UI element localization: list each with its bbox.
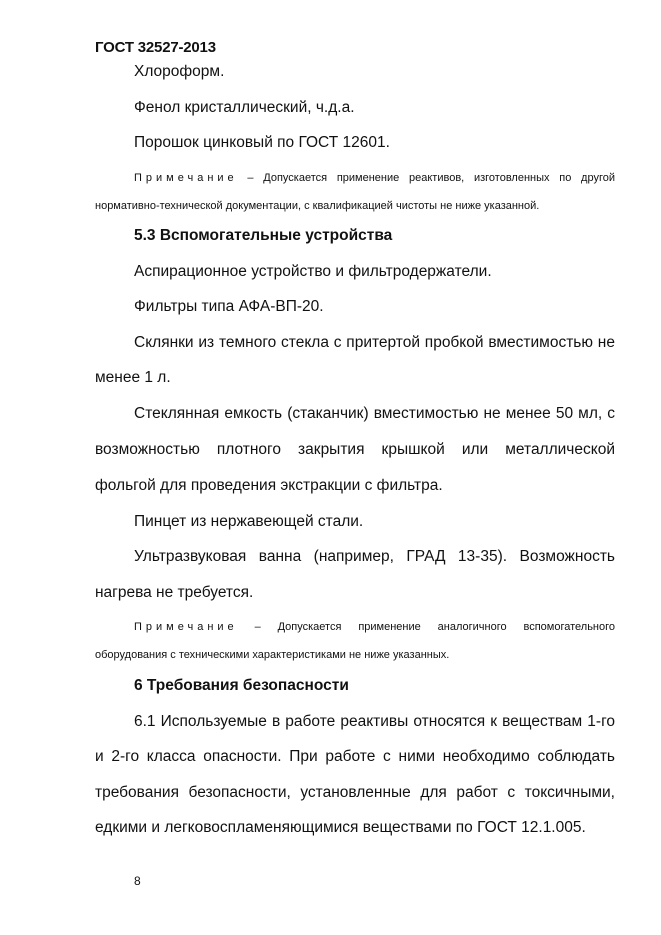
glass-line1: Стеклянная емкость (стаканчик) вместимостью не менее 50 мл, с <box>134 405 615 422</box>
section-5-3-title: 5.3 Вспомогательные устройства <box>134 227 393 244</box>
section-6-1-line1: 6.1 Используемые в работе реактивы относятся к веществам 1-го <box>134 713 615 730</box>
section-6-1-line4: едкими и легковоспламеняющимися веществами по ГОСТ 12.1.005. <box>95 819 586 836</box>
document-header: ГОСТ 32527-2013 <box>95 39 216 56</box>
reagent-phenol: Фенол кристаллический, ч.д.а. <box>134 99 355 116</box>
reagent-zinc: Порошок цинковый по ГОСТ 12601. <box>134 134 390 151</box>
glass-line3: фольгой для проведения экстракции с фильтра. <box>95 477 443 494</box>
reagent-chloroform: Хлороформ. <box>134 63 225 80</box>
note1-line2: нормативно-технической документации, с квалификацией чистоты не ниже указанной. <box>95 200 540 212</box>
bath-line2: нагрева не требуется. <box>95 584 254 601</box>
page-number: 8 <box>134 874 141 888</box>
note1-label: Примечание <box>134 172 238 184</box>
note1-text: – Допускается применение реактивов, изготовленных по другой <box>247 172 616 184</box>
glass-line2: возможностью плотного закрытия крышкой или металлической <box>95 441 615 458</box>
note1-line1 <box>134 171 615 185</box>
note2-line1 <box>134 620 615 634</box>
vials-line2: менее 1 л. <box>95 369 171 386</box>
aspiration-device: Аспирационное устройство и фильтродержатели. <box>134 263 492 280</box>
section-6-1-line2: и 2-го класса опасности. При работе с ними необходимо соблюдать <box>95 748 615 765</box>
note2-label: Примечание <box>134 621 238 633</box>
tweezers: Пинцет из нержавеющей стали. <box>134 513 364 530</box>
filters-type: Фильтры типа АФА-ВП-20. <box>134 298 324 315</box>
section-6-title: 6 Требования безопасности <box>134 677 349 694</box>
vials-line1: Склянки из темного стекла с притертой пробкой вместимостью не <box>134 334 615 351</box>
bath-line1: Ультразвуковая ванна (например, ГРАД 13-35). Возможность <box>134 548 615 565</box>
note2-text: – Допускается применение аналогичного вспомогательного <box>254 621 615 633</box>
note2-line2: оборудования с техническими характеристиками не ниже указанных. <box>95 649 450 661</box>
section-6-1-line3: требования безопасности, установленные для работ с токсичными, <box>95 784 615 801</box>
